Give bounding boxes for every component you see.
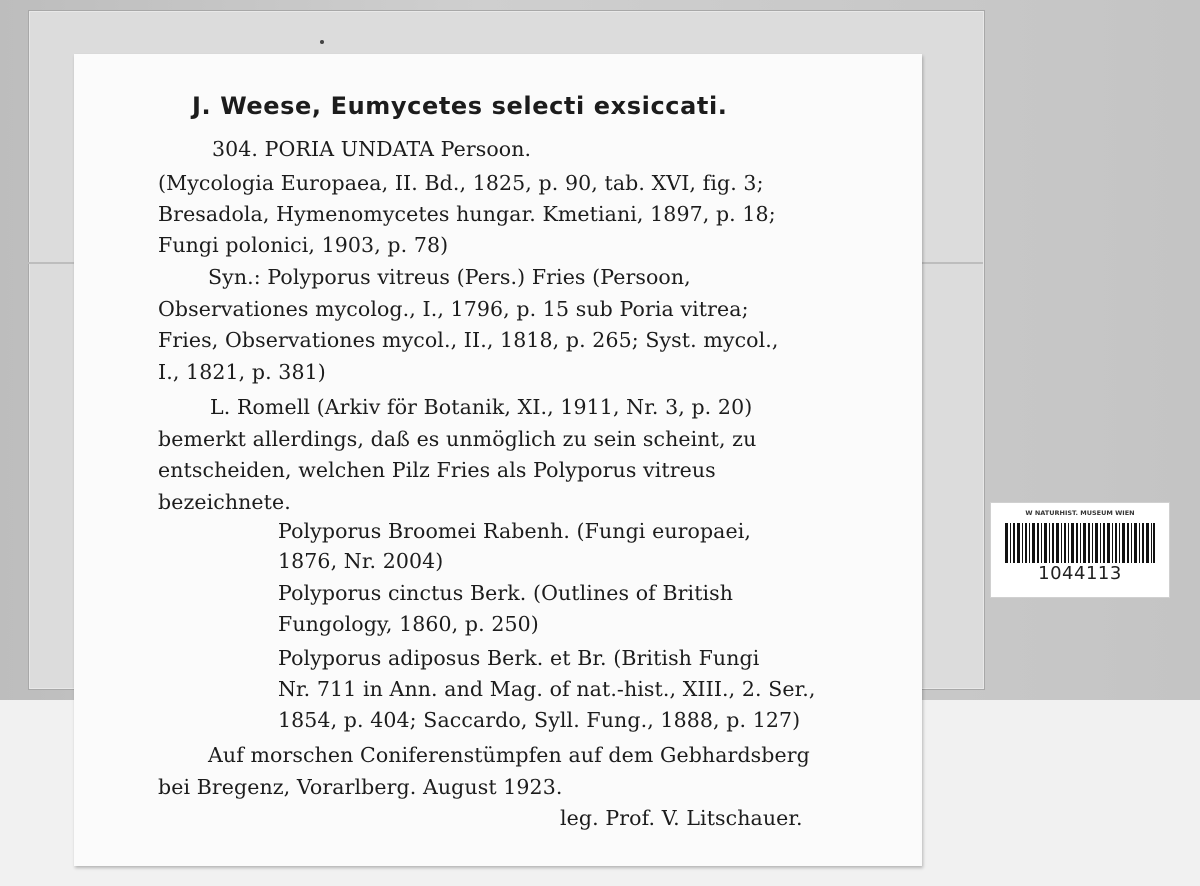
label-line: entscheiden, welchen Pilz Fries als Polyporus vitreus — [158, 458, 716, 482]
barcode-bars — [1005, 523, 1155, 563]
label-title: J. Weese, Eumycetes selecti exsiccati. — [192, 92, 728, 120]
label-line-synonym-adiposus: Polyporus adiposus Berk. et Br. (British Fungi — [278, 646, 760, 670]
label-line: bemerkt allerdings, daß es unmöglich zu sein scheint, zu — [158, 427, 757, 451]
label-sheet — [74, 54, 922, 866]
label-line: Observationes mycolog., I., 1796, p. 15 sub Poria vitrea; — [158, 297, 749, 321]
label-line: bezeichnete. — [158, 490, 291, 514]
label-line: Fungi polonici, 1903, p. 78) — [158, 233, 449, 257]
label-line: Fries, Observationes mycol., II., 1818, p. 265; Syst. mycol., — [158, 328, 779, 352]
label-line-romell: L. Romell (Arkiv för Botanik, XI., 1911, Nr. 3, p. 20) — [210, 395, 753, 419]
pin-mark — [320, 40, 324, 44]
exsiccata-label — [74, 54, 922, 866]
label-line-locality: Auf morschen Coniferenstümpfen auf dem Gebhardsberg — [208, 743, 810, 767]
label-line: 1854, p. 404; Saccardo, Syll. Fung., 1888, p. 127) — [278, 708, 801, 732]
label-line-synonym-broomei: Polyporus Broomei Rabenh. (Fungi europaei, — [278, 519, 752, 543]
barcode-number: 1044113 — [1038, 563, 1122, 584]
label-line-collector: leg. Prof. V. Litschauer. — [560, 806, 803, 830]
barcode-label — [990, 502, 1170, 598]
label-line: Fungology, 1860, p. 250) — [278, 612, 539, 636]
label-line-species: 304. PORIA UNDATA Persoon. — [212, 137, 532, 161]
label-line: Nr. 711 in Ann. and Mag. of nat.-hist., XIII., 2. Ser., — [278, 677, 816, 701]
barcode-institution: W NATURHIST. MUSEUM WIEN — [1025, 509, 1135, 517]
label-line: 1876, Nr. 2004) — [278, 549, 444, 573]
label-line-synonym-cinctus: Polyporus cinctus Berk. (Outlines of British — [278, 581, 734, 605]
label-line: Bresadola, Hymenomycetes hungar. Kmetiani, 1897, p. 18; — [158, 202, 776, 226]
label-line: I., 1821, p. 381) — [158, 360, 326, 384]
label-line: bei Bregenz, Vorarlberg. August 1923. — [158, 775, 563, 799]
label-line-synonym: Syn.: Polyporus vitreus (Pers.) Fries (Persoon, — [208, 265, 691, 289]
label-line: (Mycologia Europaea, II. Bd., 1825, p. 90, tab. XVI, fig. 3; — [158, 171, 764, 195]
